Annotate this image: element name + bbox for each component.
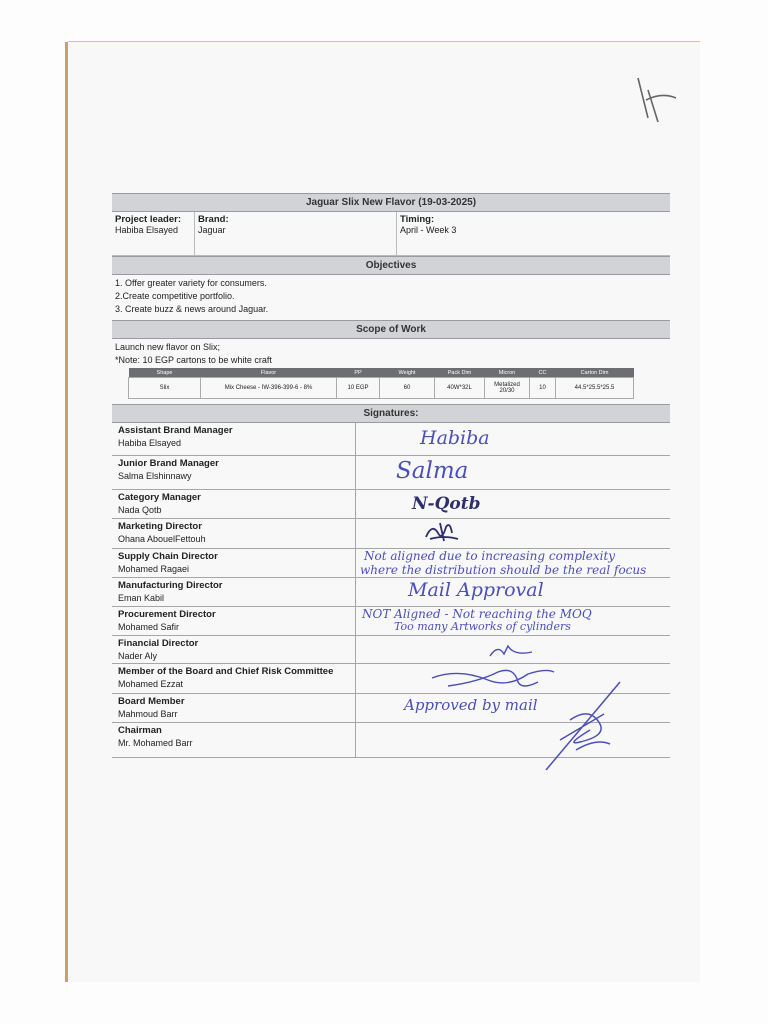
signer-cell bbox=[112, 607, 356, 635]
signature-cell bbox=[356, 694, 670, 722]
signature-cell bbox=[356, 607, 670, 635]
signer-cell bbox=[112, 664, 356, 693]
signature-cell bbox=[356, 456, 670, 489]
signer-role: Financial Director bbox=[118, 638, 199, 649]
signature-cell bbox=[356, 549, 670, 577]
spec-header-cell: Pack Dim bbox=[435, 368, 485, 378]
corner-handwritten-mark bbox=[632, 70, 682, 130]
timing-cell bbox=[397, 212, 670, 255]
signer-name: Nader Aly bbox=[118, 651, 158, 661]
signature-cell bbox=[356, 423, 670, 455]
spec-header-row bbox=[129, 368, 634, 378]
scope-note: *Note: 10 EGP cartons to be white craft bbox=[115, 355, 272, 365]
signer-cell bbox=[112, 549, 356, 577]
spec-cell: 44.5*25.5*25.5 bbox=[556, 378, 634, 399]
signer-cell bbox=[112, 723, 356, 757]
signer-role: Marketing Director bbox=[118, 521, 202, 532]
signer-role: Junior Brand Manager bbox=[118, 458, 219, 469]
spec-cell: 10 EGP bbox=[337, 378, 380, 399]
spec-cell: 40W*32L bbox=[435, 378, 485, 399]
signature-row bbox=[112, 519, 670, 549]
signature-cell bbox=[356, 723, 670, 757]
signer-cell bbox=[112, 490, 356, 518]
signature-row bbox=[112, 723, 670, 758]
signer-cell bbox=[112, 694, 356, 722]
signer-cell bbox=[112, 636, 356, 663]
project-leader-value: Habiba Elsayed bbox=[115, 225, 179, 235]
spec-table bbox=[128, 368, 634, 399]
signer-role: Manufacturing Director bbox=[118, 580, 223, 591]
signature-table bbox=[112, 423, 670, 758]
signature-scribble bbox=[422, 519, 462, 545]
signer-name: Salma Elshinnawy bbox=[118, 471, 192, 481]
handwritten-signature: Salma bbox=[396, 458, 469, 484]
signer-name: Eman Kabil bbox=[118, 593, 165, 603]
signer-role: Assistant Brand Manager bbox=[118, 425, 233, 436]
handwritten-comment: Too many Artworks of cylinders bbox=[394, 620, 571, 633]
handwritten-comment: NOT Aligned - Not reaching the MOQ bbox=[362, 607, 592, 621]
signature-cell bbox=[356, 519, 670, 548]
spec-header-cell: Carton Dim bbox=[556, 368, 634, 378]
handwritten-signature: N-Qotb bbox=[412, 494, 481, 514]
project-leader-cell bbox=[112, 212, 195, 255]
signer-name: Mr. Mohamed Barr bbox=[118, 738, 193, 748]
signature-row bbox=[112, 664, 670, 694]
signature-row bbox=[112, 490, 670, 519]
spec-header-cell: Shape bbox=[129, 368, 201, 378]
handwritten-comment: Mail Approval bbox=[408, 579, 544, 601]
objective-item: 3. Create buzz & news around Jaguar. bbox=[115, 304, 269, 314]
spec-header-cell: Micron bbox=[485, 368, 530, 378]
signature-row bbox=[112, 636, 670, 664]
signer-cell bbox=[112, 519, 356, 548]
objective-item: 2.Create competitive portfolio. bbox=[115, 291, 235, 301]
signature-row bbox=[112, 607, 670, 636]
spec-header-cell: CC bbox=[530, 368, 556, 378]
objectives-title: Objectives bbox=[112, 256, 670, 275]
signature-cell bbox=[356, 490, 670, 518]
spec-table-wrap bbox=[112, 368, 670, 404]
signature-scribble bbox=[428, 664, 558, 692]
timing-label: Timing: bbox=[400, 214, 435, 225]
brand-value: Jaguar bbox=[198, 225, 226, 235]
header-info bbox=[112, 212, 670, 256]
signature-scribble bbox=[486, 642, 536, 662]
scope-title: Scope of Work bbox=[112, 320, 670, 339]
brand-label: Brand: bbox=[198, 214, 229, 225]
spec-cell: 10 bbox=[530, 378, 556, 399]
signature-row bbox=[112, 578, 670, 607]
signer-role: Board Member bbox=[118, 696, 185, 707]
spec-cell: Mix Cheese - IW-396-399-6 - 8% bbox=[201, 378, 337, 399]
signer-role: Chairman bbox=[118, 725, 162, 736]
signer-role: Procurement Director bbox=[118, 609, 216, 620]
signature-row bbox=[112, 694, 670, 723]
signature-cell bbox=[356, 664, 670, 693]
signature-row bbox=[112, 456, 670, 490]
timing-value: April - Week 3 bbox=[400, 225, 457, 235]
signer-role: Category Manager bbox=[118, 492, 201, 503]
signature-cell bbox=[356, 578, 670, 606]
spec-header-cell: PP bbox=[337, 368, 380, 378]
approval-form bbox=[112, 193, 670, 758]
scope-text bbox=[112, 339, 670, 365]
document-title: Jaguar Slix New Flavor (19-03-2025) bbox=[112, 193, 670, 212]
spec-header-cell: Weight bbox=[380, 368, 435, 378]
signer-name: Mohamed Ezzat bbox=[118, 679, 184, 689]
signer-name: Mahmoud Barr bbox=[118, 709, 178, 719]
handwritten-comment: where the distribution should be the real focus bbox=[360, 563, 647, 577]
spec-header-cell: Flavor bbox=[201, 368, 337, 378]
handwritten-signature: Habiba bbox=[420, 427, 490, 449]
spec-cell: Slix bbox=[129, 378, 201, 399]
signer-cell bbox=[112, 578, 356, 606]
signatures-title: Signatures: bbox=[112, 404, 670, 423]
spec-data-row bbox=[129, 378, 634, 399]
objective-item: 1. Offer greater variety for consumers. bbox=[115, 278, 267, 288]
brand-cell bbox=[195, 212, 397, 255]
handwritten-comment: Approved by mail bbox=[404, 696, 538, 714]
signature-row bbox=[112, 423, 670, 456]
signer-role: Member of the Board and Chief Risk Committee bbox=[118, 666, 334, 677]
signature-row bbox=[112, 549, 670, 578]
spec-cell: Metalized 20/30 bbox=[485, 378, 530, 399]
handwritten-comment: Not aligned due to increasing complexity bbox=[364, 549, 616, 563]
project-leader-label: Project leader: bbox=[115, 214, 181, 225]
signer-name: Ohana AbouelFettouh bbox=[118, 534, 206, 544]
signer-name: Mohamed Safir bbox=[118, 622, 180, 632]
signer-name: Nada Qotb bbox=[118, 505, 162, 515]
signer-cell bbox=[112, 456, 356, 489]
signer-name: Mohamed Ragaei bbox=[118, 564, 190, 574]
signer-name: Habiba Elsayed bbox=[118, 438, 182, 448]
signature-cell bbox=[356, 636, 670, 663]
scope-line: Launch new flavor on Slix; bbox=[115, 342, 221, 352]
signer-cell bbox=[112, 423, 356, 455]
signer-role: Supply Chain Director bbox=[118, 551, 218, 562]
spec-cell: 60 bbox=[380, 378, 435, 399]
objectives-list bbox=[112, 275, 670, 320]
